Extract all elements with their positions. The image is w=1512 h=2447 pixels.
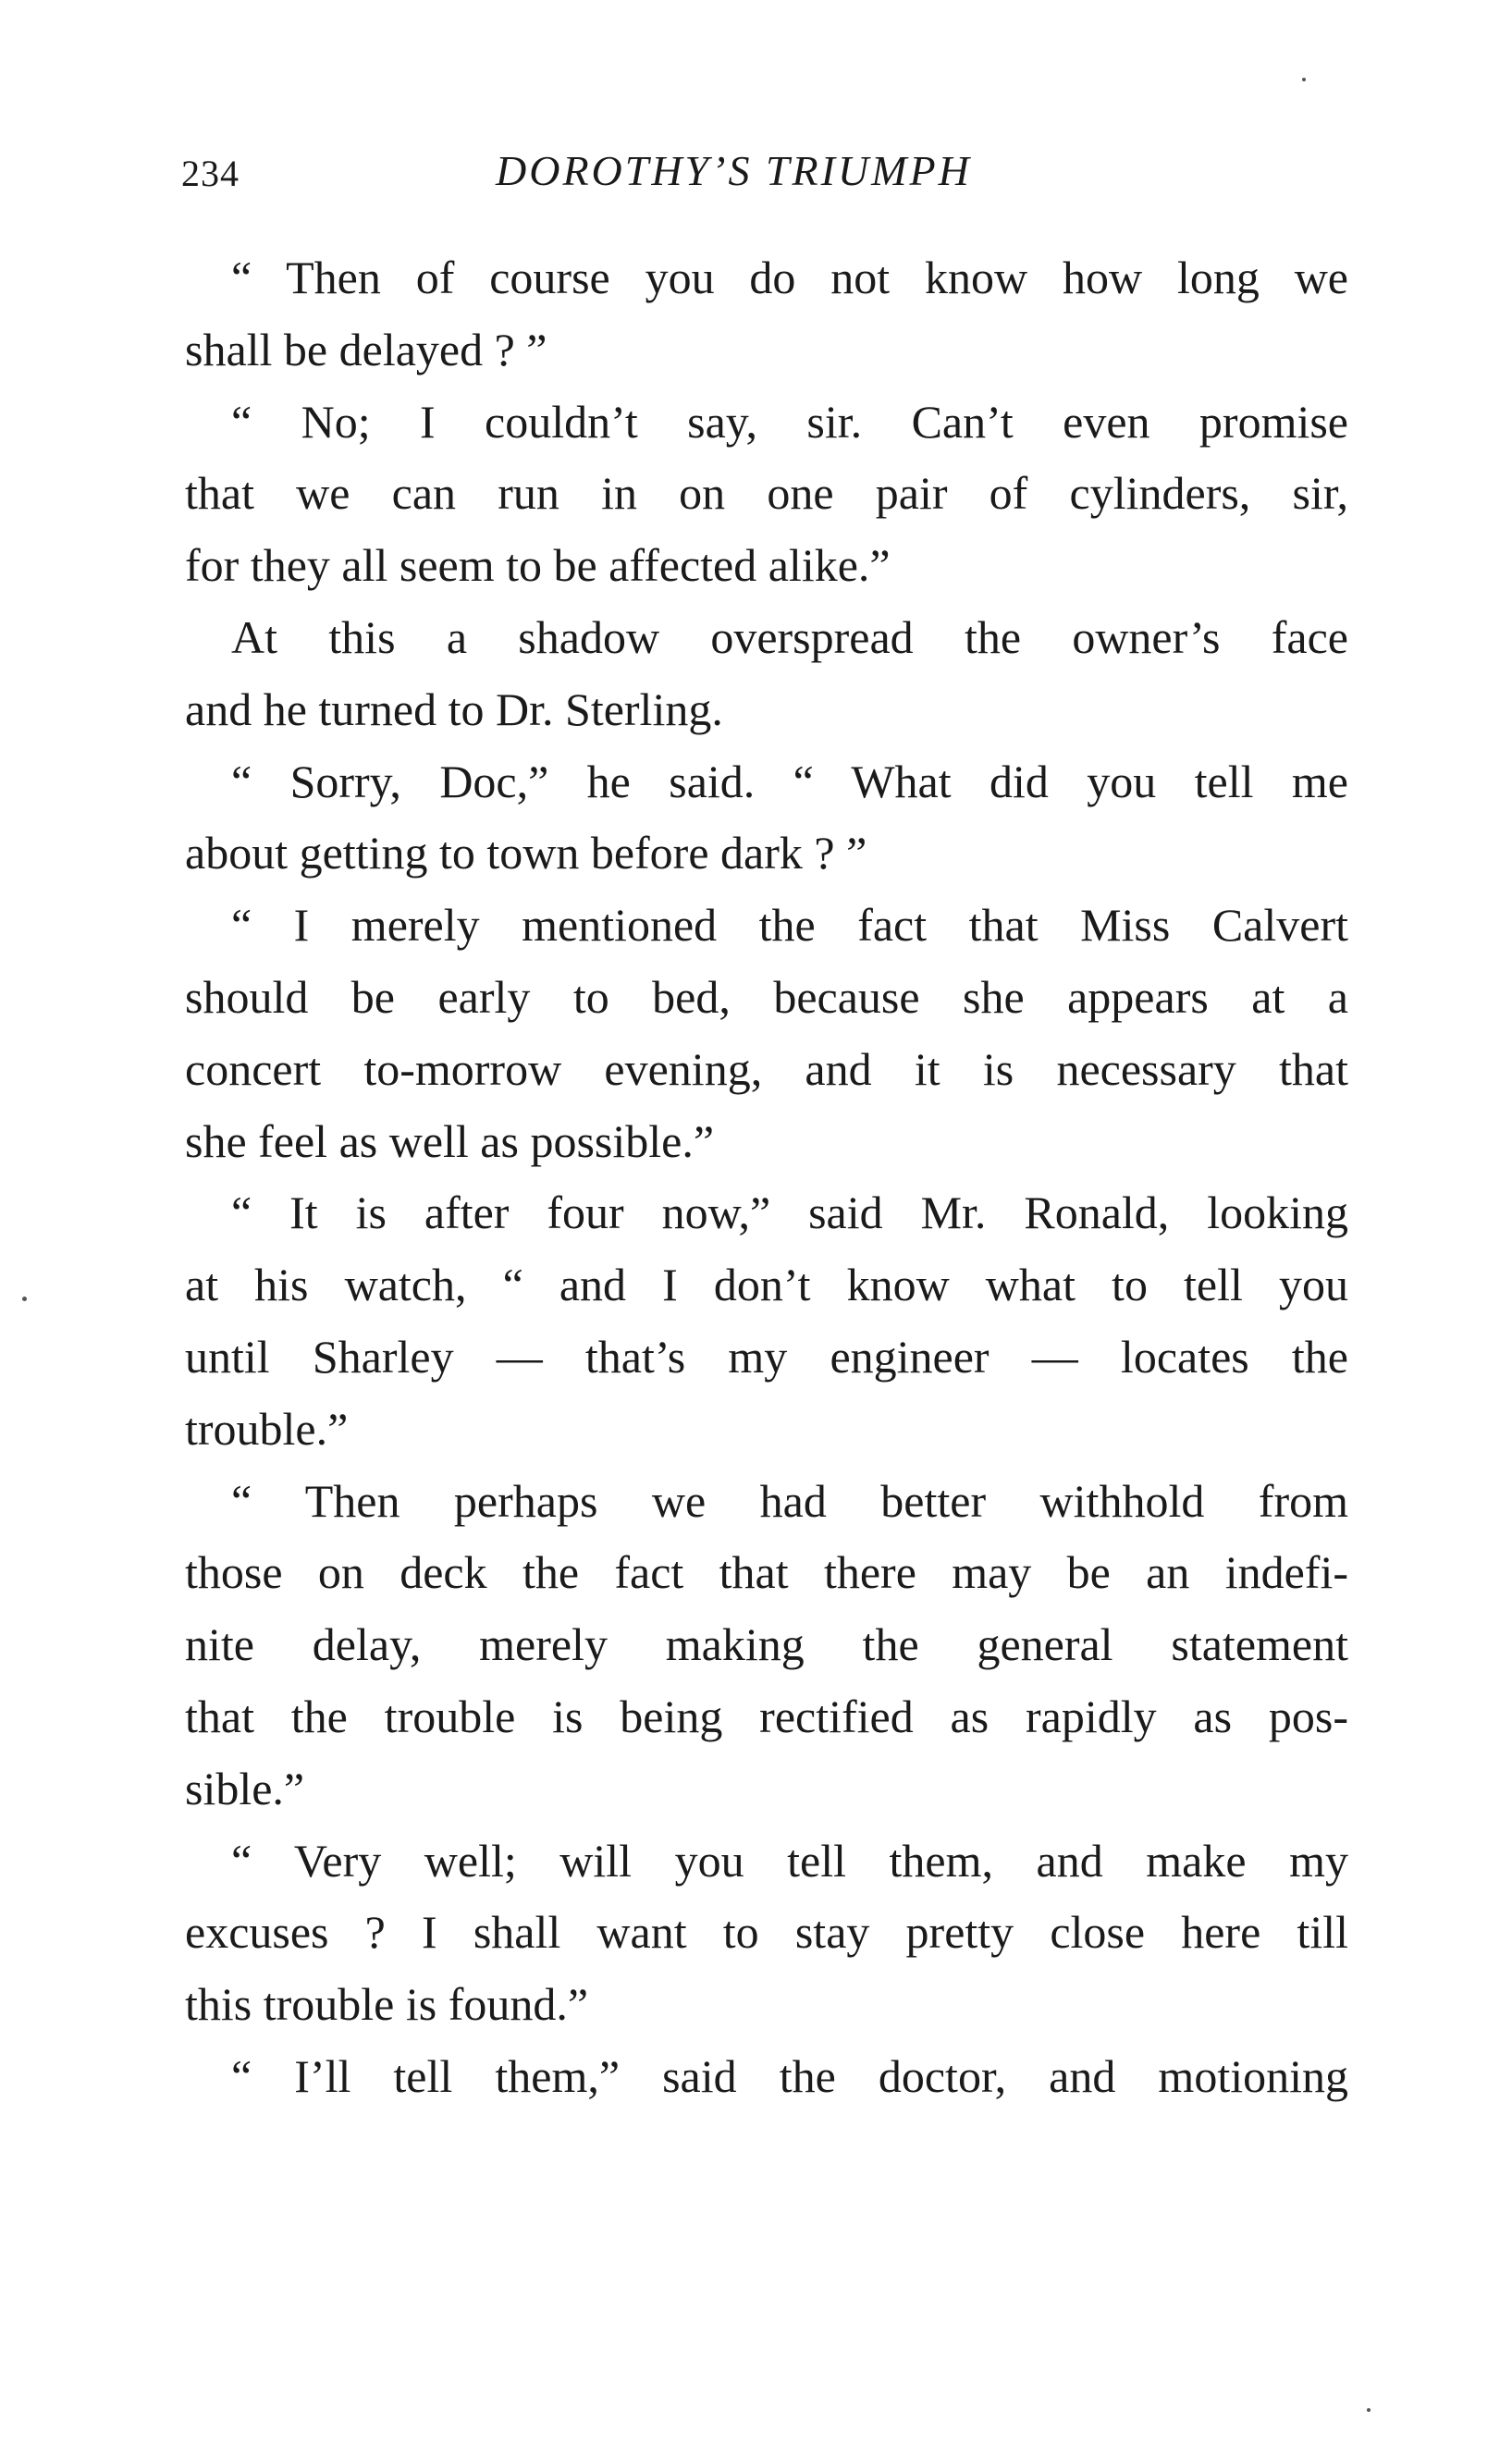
text-line: “ Then perhaps we had better withhold from	[231, 1474, 1348, 1527]
text-line: “ I merely mentioned the fact that Miss Calvert	[231, 899, 1348, 952]
text-line: nite delay, merely making the general statement	[185, 1618, 1348, 1671]
text-line: trouble.”	[185, 1402, 349, 1455]
text-line: “ I’ll tell them,” said the doctor, and motioning	[231, 2049, 1348, 2102]
text-line: “ It is after four now,” said Mr. Ronald, looking	[231, 1187, 1348, 1239]
text-line: sible.”	[185, 1762, 305, 1814]
text-line: until Sharley — that’s my engineer — locates the	[185, 1330, 1348, 1383]
text-line: about getting to town before dark ? ”	[185, 827, 867, 879]
text-line: this trouble is found.”	[185, 1978, 589, 2031]
text-line: those on deck the fact that there may be an indefi-	[185, 1546, 1348, 1599]
text-line: that the trouble is being rectified as rapidly as pos-	[185, 1690, 1348, 1742]
text-line: she feel as well as possible.”	[185, 1114, 715, 1167]
running-head	[181, 146, 1348, 211]
scan-speck	[1302, 78, 1306, 81]
text-line: “ Very well; will you tell them, and make my	[231, 1834, 1348, 1887]
text-line: “ Sorry, Doc,” he said. “ What did you tell me	[231, 755, 1348, 807]
text-line: that we can run in on one pair of cylinders, sir,	[185, 467, 1348, 520]
text-line: should be early to bed, because she appears at a	[185, 970, 1348, 1023]
scan-speck	[1367, 2408, 1371, 2412]
text-line: for they all seem to be affected alike.”	[185, 539, 891, 592]
text-line: at his watch, “ and I don’t know what to tell you	[185, 1259, 1348, 1311]
text-line: At this a shadow overspread the owner’s face	[231, 610, 1348, 663]
text-line: excuses ? I shall want to stay pretty close here till	[185, 1906, 1348, 1959]
text-line: “ No; I couldn’t say, sir. Can’t even promise	[231, 395, 1348, 448]
page-number: 234	[181, 153, 240, 194]
text-line: shall be delayed ? ”	[185, 323, 547, 375]
text-line: “ Then of course you do not know how long we	[231, 252, 1348, 303]
text-line: concert to-morrow evening, and it is necessary that	[185, 1042, 1348, 1095]
scan-speck	[22, 1297, 27, 1301]
body-text	[185, 242, 1348, 2113]
running-title: DOROTHY’S TRIUMPH	[496, 147, 972, 194]
text-line: and he turned to Dr. Sterling.	[185, 682, 723, 735]
